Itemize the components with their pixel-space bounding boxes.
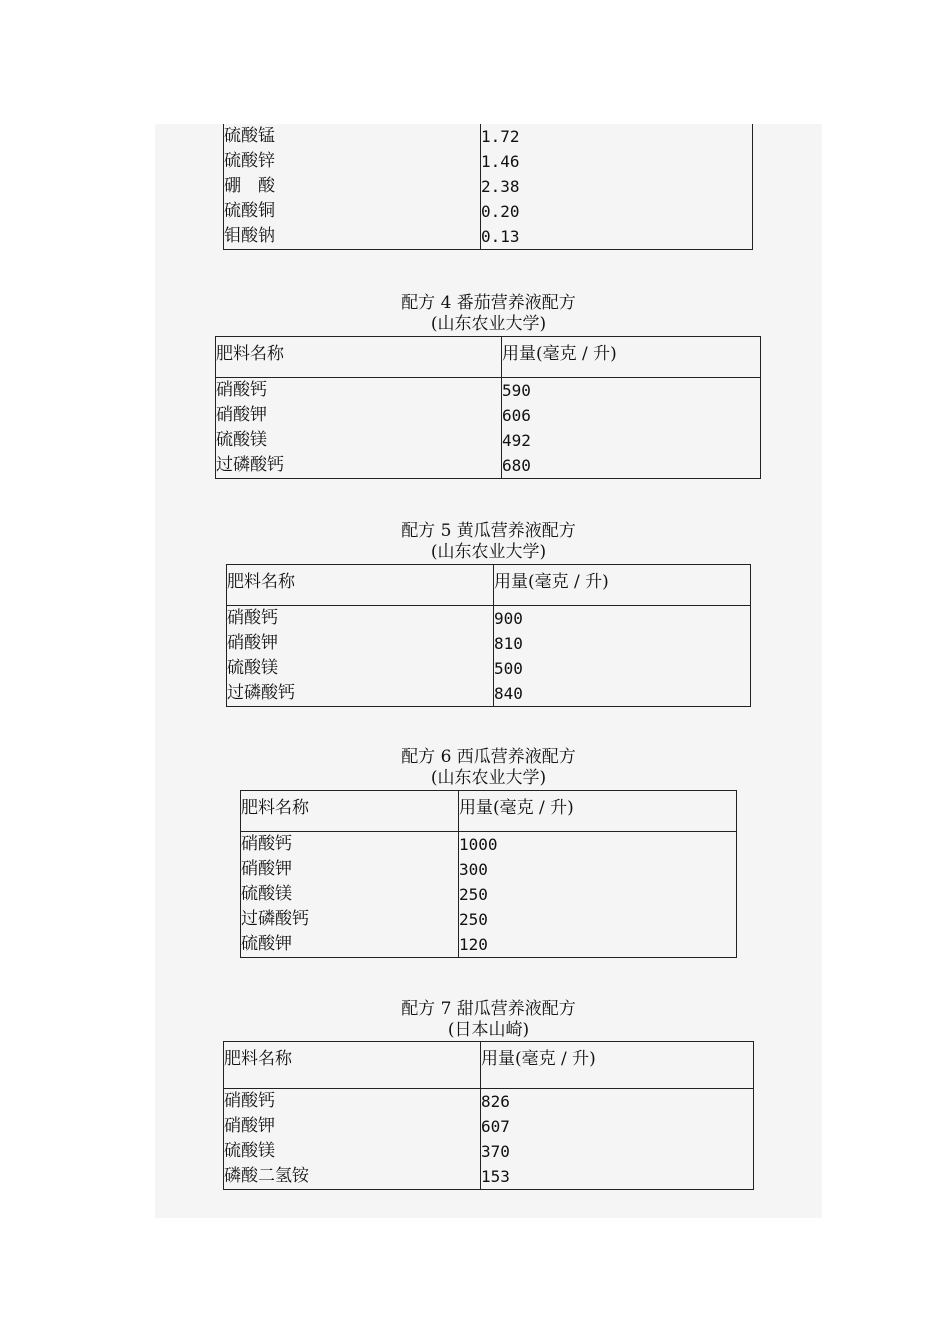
header-name: 肥料名称 bbox=[227, 565, 494, 606]
recipe6-title: 配方 6 西瓜营养液配方 bbox=[401, 747, 576, 767]
recipe4-title: 配方 4 番茄营养液配方 bbox=[401, 293, 576, 313]
table-row bbox=[216, 378, 761, 479]
fertilizer-name: 磷酸二氢铵 bbox=[224, 1166, 309, 1186]
fertilizer-amount: 1000 bbox=[459, 835, 498, 854]
table-top-continuation bbox=[223, 124, 753, 250]
fertilizer-name: 硝酸钾 bbox=[241, 859, 292, 879]
fertilizer-amount: 153 bbox=[481, 1167, 510, 1186]
fertilizer-name: 硝酸钙 bbox=[216, 380, 267, 400]
fertilizer-name: 硫酸锌 bbox=[224, 151, 275, 171]
table-header bbox=[216, 337, 761, 378]
recipe5-title: 配方 5 黄瓜营养液配方 bbox=[401, 521, 576, 541]
fertilizer-amount: 0.20 bbox=[481, 202, 520, 221]
fertilizer-name: 硫酸镁 bbox=[241, 884, 292, 904]
recipe6-source: (山东农业大学) bbox=[430, 768, 547, 788]
recipe6-table bbox=[240, 790, 737, 958]
header-amount: 用量(毫克 / 升) bbox=[494, 565, 751, 606]
fertilizer-amount: 2.38 bbox=[481, 177, 520, 196]
fertilizer-amount: 250 bbox=[459, 885, 488, 904]
fertilizer-name: 硫酸镁 bbox=[227, 658, 278, 678]
fertilizer-amount: 500 bbox=[494, 659, 523, 678]
fertilizer-name: 硝酸钙 bbox=[224, 1091, 275, 1111]
fertilizer-amount: 606 bbox=[502, 406, 531, 425]
table-row bbox=[241, 832, 737, 958]
fertilizer-name: 硫酸镁 bbox=[224, 1141, 275, 1161]
fertilizer-name: 硝酸钙 bbox=[241, 834, 292, 854]
fertilizer-amount: 607 bbox=[481, 1117, 510, 1136]
table-row bbox=[227, 606, 751, 707]
table-row bbox=[224, 1089, 754, 1190]
fertilizer-name: 硼 酸 bbox=[224, 176, 275, 196]
fertilizer-amount: 120 bbox=[459, 935, 488, 954]
recipe5-table bbox=[226, 564, 751, 707]
table-header bbox=[241, 791, 737, 832]
fertilizer-amount: 370 bbox=[481, 1142, 510, 1161]
table-row bbox=[224, 124, 753, 250]
fertilizer-amount: 840 bbox=[494, 684, 523, 703]
recipe7-table bbox=[223, 1041, 754, 1190]
fertilizer-name: 硫酸铜 bbox=[224, 201, 275, 221]
fertilizer-name: 过磷酸钙 bbox=[227, 683, 295, 703]
fertilizer-amount: 300 bbox=[459, 860, 488, 879]
fertilizer-amount: 250 bbox=[459, 910, 488, 929]
table-header bbox=[224, 1042, 754, 1089]
header-name: 肥料名称 bbox=[224, 1042, 481, 1089]
recipe5-source: (山东农业大学) bbox=[430, 542, 547, 562]
fertilizer-amount: 590 bbox=[502, 381, 531, 400]
fertilizer-name: 硫酸锰 bbox=[224, 126, 275, 146]
fertilizer-amount: 492 bbox=[502, 431, 531, 450]
fertilizer-name: 硝酸钙 bbox=[227, 608, 278, 628]
fertilizer-name: 硫酸镁 bbox=[216, 430, 267, 450]
header-name: 肥料名称 bbox=[241, 791, 459, 832]
table-header bbox=[227, 565, 751, 606]
fertilizer-name: 硫酸钾 bbox=[241, 934, 292, 954]
fertilizer-amount: 826 bbox=[481, 1092, 510, 1111]
fertilizer-amount: 1.72 bbox=[481, 127, 520, 146]
recipe4-source: (山东农业大学) bbox=[430, 314, 547, 334]
header-amount: 用量(毫克 / 升) bbox=[459, 791, 737, 832]
recipe7-title: 配方 7 甜瓜营养液配方 bbox=[401, 999, 576, 1019]
fertilizer-name: 硝酸钾 bbox=[224, 1116, 275, 1136]
fertilizer-name: 硝酸钾 bbox=[227, 633, 278, 653]
fertilizer-amount: 810 bbox=[494, 634, 523, 653]
fertilizer-amount: 680 bbox=[502, 456, 531, 475]
header-amount: 用量(毫克 / 升) bbox=[502, 337, 761, 378]
fertilizer-amount: 900 bbox=[494, 609, 523, 628]
fertilizer-name: 过磷酸钙 bbox=[241, 909, 309, 929]
fertilizer-name: 硝酸钾 bbox=[216, 405, 267, 425]
header-name: 肥料名称 bbox=[216, 337, 502, 378]
fertilizer-amount: 0.13 bbox=[481, 227, 520, 246]
fertilizer-name: 钼酸钠 bbox=[224, 226, 275, 246]
fertilizer-name: 过磷酸钙 bbox=[216, 455, 284, 475]
header-amount: 用量(毫克 / 升) bbox=[481, 1042, 754, 1089]
fertilizer-amount: 1.46 bbox=[481, 152, 520, 171]
recipe7-source: (日本山崎) bbox=[447, 1020, 530, 1040]
recipe4-table bbox=[215, 336, 761, 479]
